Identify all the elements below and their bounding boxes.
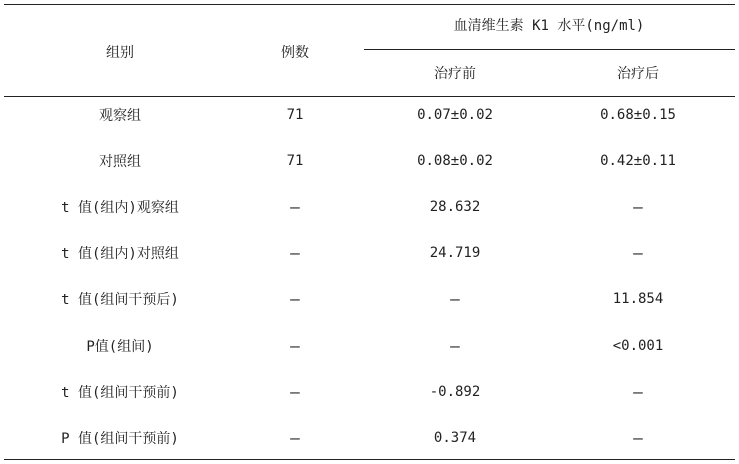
row-after: — (633, 243, 643, 263)
row-count: — (290, 336, 300, 355)
bottom-rule (4, 459, 735, 460)
header-group: 组别 (106, 45, 134, 61)
row-label: P值(组间) (86, 338, 154, 355)
row-label: t 值(组内)对照组 (61, 246, 179, 263)
header-count: 例数 (281, 45, 309, 61)
row-before: 24.719 (429, 245, 481, 262)
row-before: -0.892 (429, 383, 481, 400)
row-after: — (633, 428, 643, 448)
row-before: 28.632 (429, 199, 481, 216)
row-label: t 值(组间干预后) (61, 292, 179, 309)
row-before: 0.08±0.02 (417, 153, 493, 170)
row-before: — (450, 289, 460, 309)
top-rule (4, 4, 735, 5)
row-label: t 值(组内)观察组 (61, 200, 179, 217)
row-after: — (633, 197, 643, 217)
row-count: — (290, 382, 300, 402)
header-after-treatment: 治疗后 (617, 66, 659, 82)
row-count: 71 (286, 153, 304, 170)
header-bottom-rule (4, 96, 735, 97)
row-after: 0.42±0.11 (600, 153, 676, 170)
row-count: — (290, 197, 300, 217)
row-label: 对照组 (99, 154, 141, 171)
row-label: 观察组 (99, 108, 141, 124)
row-count: — (290, 243, 300, 263)
row-label: P 值(组间干预前) (61, 430, 179, 447)
header-sub-rule (364, 49, 735, 50)
row-after: 0.68±0.15 (600, 107, 676, 123)
header-before-treatment: 治疗前 (434, 66, 476, 82)
row-count: 71 (286, 107, 304, 123)
row-after: <0.001 (612, 337, 664, 354)
row-before: 0.07±0.02 (417, 107, 493, 123)
row-count: — (290, 289, 300, 309)
header-vitamin-k1-level: 血清维生素 K1 水平(ng/ml) (453, 18, 645, 34)
row-label: t 值(组间干预前) (61, 384, 179, 401)
row-after: — (633, 382, 643, 402)
row-count: — (290, 428, 300, 448)
row-after: 11.854 (612, 291, 664, 308)
row-before: — (450, 336, 460, 355)
row-before: 0.374 (433, 429, 477, 446)
